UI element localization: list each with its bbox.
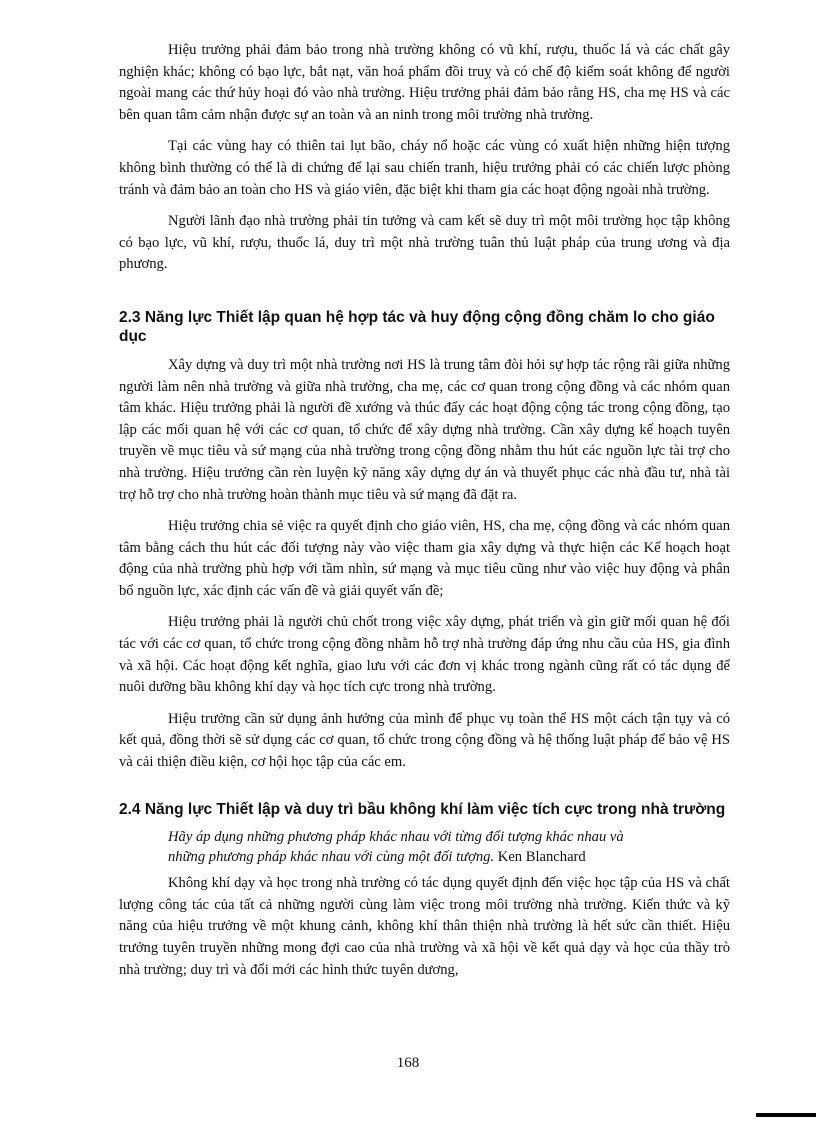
section-2-3-paragraph-3: Hiệu trưởng phải là người chủ chốt trong việc xây dựng, phát triển và gìn giữ mối quan hệ đối tác với các cơ quan, tổ chức trong cộng đồng nhằm hỗ trợ nhà trường đáp ứng nhu cầu của HS, gia đình và xã hội. Các hoạt động kết nghĩa, giao lưu với các đơn vị khác trong ngành cũng rất có tác dụng để nuôi dưỡng bầu không khí dạy và học tích cực trong nhà trường.	[119, 614, 730, 696]
section-2-3-paragraph-4: Hiệu trưởng cần sử dụng ảnh hưởng của mình để phục vụ toàn thể HS một cách tận tụy và có kết quả, đồng thời sẽ sử dụng các cơ quan, tổ chức trong cộng đồng và hệ thống luật pháp để bảo vệ HS và cải thiện điều kiện, cơ hội học tập của các em.	[119, 710, 730, 771]
section-2-3-paragraph-1: Xây dựng và duy trì một nhà trường nơi HS là trung tâm đòi hỏi sự hợp tác rộng rãi giữa những người làm nên nhà trường và giữa nhà trường, cha mẹ, các cơ quan trong cộng đồng và các nhóm quan tâm khác. Hiệu trưởng phải là người đề xướng và thúc đẩy các hoạt động cộng tác trong cộng đồng, tạo lập các mối quan hệ với các cơ quan, tổ chức để xây dựng nhà trường. Cần xây dựng kế hoạch tuyên truyền về mục tiêu và sứ mạng của nhà trường trong cộng đồng nhằm thu hút các nguồn lực tài trợ cho nhà trường. Hiệu trưởng cần rèn luyện kỹ năng xây dựng dự án và thuyết phục các nhà đầu tư, nhà tài trợ hỗ trợ cho nhà trường hoàn thành mục tiêu và sứ mạng đã đặt ra.	[119, 356, 730, 503]
intro-paragraph-3: Người lãnh đạo nhà trường phải tin tưởng và cam kết sẽ duy trì một môi trường học tập không có bạo lực, vũ khí, rượu, thuốc lá, duy trì một nhà trường tuân thủ luật pháp của trung ương và địa phương.	[119, 213, 730, 273]
intro-paragraph-2: Tại các vùng hay có thiên tai lụt bão, cháy nổ hoặc các vùng có xuất hiện những hiện tượng không bình thường có thể là di chứng để lại sau chiến tranh, hiệu trưởng phải có các chiến lược phòng tránh và đảm bảo an toàn cho HS và giáo viên, đặc biệt khi tham gia các hoạt động ngoài nhà trường.	[119, 138, 730, 198]
section-2-4-paragraph-1: Không khí dạy và học trong nhà trường có tác dụng quyết định đến việc học tập của HS và chất lượng công tác của tất cả những người cùng làm việc trong môi trường nhà trường. Kiến thức và kỹ năng của hiệu trưởng về một khung cảnh, không khí thân thiện nhà trường là hết sức cần thiết. Hiệu trưởng tuyên truyền những mong đợi cao của nhà trường và xã hội về kết quả dạy và học của thầy trò nhà trường; duy trì và đổi mới các hình thức tuyên dương,	[119, 875, 730, 978]
epigraph-quote	[168, 827, 730, 867]
quote-author: Ken Blanchard	[494, 849, 586, 866]
page-corner-rule	[756, 1113, 816, 1117]
intro-paragraph-1: Hiệu trưởng phải đảm bảo trong nhà trường không có vũ khí, rượu, thuốc lá và các chất gây nghiện khác; không có bạo lực, bắt nạt, văn hoá phẩm đồi truỵ và có chế độ kiểm soát không để người ngoài mang các thứ hủy hoại đó vào nhà trường. Hiệu trưởng phải đảm bảo rằng HS, cha mẹ HS và các bên quan tâm cảm nhận được sự an toàn và an ninh trong môi trường nhà trường.	[119, 42, 730, 123]
section-2-3-paragraph-2: Hiệu trưởng chia sẻ việc ra quyết định cho giáo viên, HS, cha mẹ, cộng đồng và các nhóm quan tâm bằng cách thu hút các đối tượng này vào việc tham gia xây dựng và thực hiện các Kế hoạch hoạt động của nhà trường phù hợp với tầm nhìn, sứ mạng và mục tiêu cũng như vào việc huy động và phân bổ nguồn lực, xác định các vấn đề và giải quyết vấn đề;	[119, 518, 730, 599]
quote-line-2: những phương pháp khác nhau với cùng một đối tượng.	[168, 849, 495, 866]
page-number: 168	[396, 1055, 420, 1071]
quote-line-1: Hãy áp dụng những phương pháp khác nhau với từng đối tượng khác nhau và	[168, 829, 624, 846]
section-2-4-heading: 2.4 Năng lực Thiết lập và duy trì bầu không khí làm việc tích cực trong nhà trường	[119, 800, 726, 818]
document-page	[119, 40, 730, 991]
section-2-3-heading: 2.3 Năng lực Thiết lập quan hệ hợp tác và huy động cộng đồng chăm lo cho giáo dục	[119, 308, 715, 346]
